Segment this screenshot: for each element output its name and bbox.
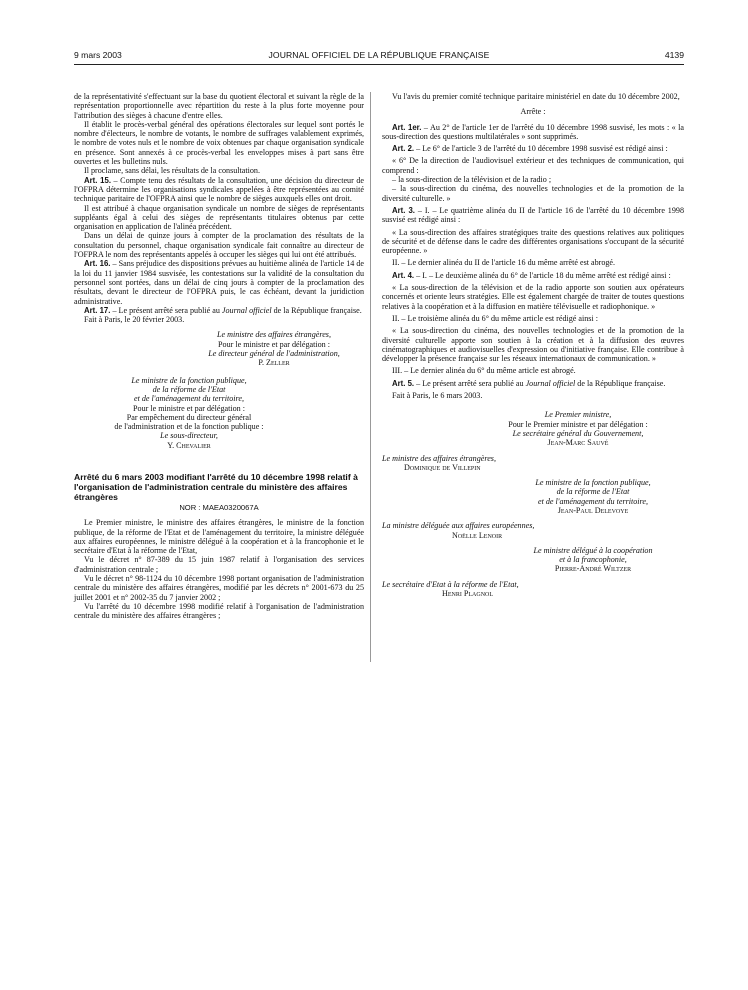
article-1: Art. 1er. – Au 2° de l'article 1er de l'arrêté du 10 décembre 1998 susvisé, les mots : « la sous-direction des questions multilatérales » sont supprimés. bbox=[382, 122, 684, 141]
paragraph: Dans un délai de quinze jours à compter de la proclamation des résultats de la consultation du personnel, chaque organisation syndicale fait connaître au directeur de l'OFPRA le nom des représentants appelés à occuper les sièges qui lui ont été attribués. bbox=[74, 231, 364, 260]
paragraph: II. – Le dernier alinéa du II de l'article 16 du même arrêté est abrogé. bbox=[392, 258, 616, 268]
signature-block-1: Le ministre des affaires étrangères, Pour le ministre et par délégation : Le directeur général de l'administration, P. Zeller bbox=[74, 330, 364, 367]
signature-reforme-etat: Le secrétaire d'Etat à la réforme de l'Etat, Henri Plagnol bbox=[382, 580, 602, 599]
arrete-heading: Arrête : bbox=[520, 107, 546, 117]
quote: « La sous-direction des affaires stratégiques traite des questions relatives aux politiques de sécurité et de défense dans le cadre des différentes organisations s'occupant de la sécurité européenne. » bbox=[382, 227, 684, 256]
column-divider bbox=[370, 92, 371, 662]
paragraph: Vu le décret n° 98-1124 du 10 décembre 1998 portant organisation de l'administration centrale du ministère des affaires étrangères, modifié par les décrets n° 2001-673 du 25 juillet 2001 et n° 2002-35 du 7 janvier 2002 ; bbox=[74, 574, 364, 602]
article-3: Art. 3. – I. – Le quatrième alinéa du II de l'article 16 de l'arrêté du 10 décembre 1998 susvisé est rédigé ainsi : bbox=[382, 205, 684, 225]
signature-cooperation: Le ministre délégué à la coopération et à la francophonie, Pierre-André Wiltzer bbox=[382, 546, 684, 574]
signatory-name: Jean-Paul Delevoye bbox=[557, 505, 629, 515]
paragraph: Vu le décret n° 87-389 du 15 juin 1987 relatif à l'organisation des services d'administration centrale ; bbox=[74, 555, 364, 574]
article-2: Art. 2. – Le 6° de l'article 3 de l'arrêté du 10 décembre 1998 susvisé est rédigé ainsi : bbox=[392, 144, 668, 154]
header-rule bbox=[74, 64, 684, 65]
article-label: Art. 2. bbox=[392, 144, 415, 154]
signature-premier-ministre: Le Premier ministre, Pour le Premier ministre et par délégation : Le secrétaire général du Gouvernement, Jean-Marc Sauvé bbox=[382, 410, 684, 447]
article-label: Art. 17. bbox=[84, 305, 111, 315]
article-15: Art. 15. – Compte tenu des résultats de la consultation, une décision du directeur de l'OFPRA détermine les organisations syndicales appelées à être représentées au comité technique paritaire de l'OFPRA ainsi que le nombre de sièges auxquels elles ont droit. bbox=[74, 175, 364, 204]
paragraph: III. – Le dernier alinéa du 6° du même article est abrogé. bbox=[392, 366, 576, 376]
date-line: Fait à Paris, le 20 février 2003. bbox=[84, 315, 185, 325]
paragraph: II. – Le troisième alinéa du 6° du même article est rédigé ainsi : bbox=[392, 313, 598, 323]
quote: « La sous-direction du cinéma, des nouvelles technologies et de la promotion de la diversité culturelle apporte son soutien à la création et à la diffusion des œuvres cinématographiques et audiovisuelles d'expression ou d'initiative française. Elle contribue à développer la présence française sur les réseaux internationaux de communication. » bbox=[382, 326, 684, 364]
article-label: Art. 3. bbox=[392, 205, 415, 215]
signature-affaires-europeennes: La ministre déléguée aux affaires européennes, Noëlle Lenoir bbox=[382, 521, 572, 540]
article-label: Art. 15. bbox=[84, 175, 111, 185]
article-4: Art. 4. – I. – Le deuxième alinéa du 6° de l'article 18 du même arrêté est rédigé ainsi : bbox=[392, 270, 671, 280]
article-5: Art. 5. – Le présent arrêté sera publié au Journal officiel de la République française. bbox=[392, 378, 666, 388]
quote: « La sous-direction de la télévision et de la radio apporte son soutien aux opérateurs concernés et oriente leurs stratégies. Elle est également chargée de traiter de toutes questions relatives à la coopération et à la diffusion en matière télévisuelle et radiophonique. » bbox=[382, 283, 684, 311]
article-17: Art. 17. – Le présent arrêté sera publié au Journal officiel de la République française. bbox=[84, 305, 362, 315]
quote: « 6° De la direction de l'audiovisuel extérieur et des techniques de communication, qui comprend : bbox=[382, 156, 684, 175]
article-16: Art. 16. – Sans préjudice des dispositions prévues au huitième alinéa de l'article 14 de la loi du 11 janvier 1984 susvisée, les contestations sur la validité de la consultation du personnel sont portées, dans un délai de cinq jours à compter de la proclamation des résultats, devant le directeur de l'OFPRA puis, le cas échéant, devant la juridiction administrative. bbox=[74, 259, 365, 306]
date-line: Fait à Paris, le 6 mars 2003. bbox=[392, 391, 483, 401]
journal-title: JOURNAL OFFICIEL DE LA RÉPUBLIQUE FRANÇAISE bbox=[268, 50, 490, 60]
paragraph: Vu l'avis du premier comité technique paritaire ministériel en date du 10 décembre 2002, bbox=[392, 92, 680, 101]
paragraph: Il est attribué à chaque organisation syndicale un nombre de sièges de représentants suppléants égal à celui des sièges de représentants titulaires obtenus par cette organisation en application de l'alinéa précédent. bbox=[74, 203, 364, 232]
quote: – la sous-direction de la télévision et de la radio ; bbox=[392, 175, 552, 185]
page-number: 4139 bbox=[664, 50, 684, 60]
arrete-title: Arrêté du 6 mars 2003 modifiant l'arrêté du 10 décembre 1998 relatif à l'organisation de l'administration centrale du ministère des affaires étrangères bbox=[74, 471, 358, 502]
signatory-name: Dominique de Villepin bbox=[404, 462, 481, 472]
paragraph: Il établit le procès-verbal général des opérations électorales sur lequel sont portés le nombre d'électeurs, le nombre de votants, le nombre de suffrages valablement exprimés, le nombre de votes nuls et le nombre de voix obtenues par chaque organisation syndicale en présence. Sont annexés à ce procès-verbal les enveloppes mises à part sans être ouvertes et les bulletins nuls. bbox=[74, 119, 364, 167]
signatory-name: Noëlle Lenoir bbox=[452, 530, 503, 540]
paragraph: Le Premier ministre, le ministre des affaires étrangères, le ministre de la fonction publique, de la réforme de l'Etat et de l'aménagement du territoire, la ministre déléguée aux affaires européennes, le ministre délégué à la coopération et à la francophonie et le secrétaire d'Etat à la réforme de l'Etat, bbox=[74, 518, 364, 556]
article-label: Art. 4. bbox=[392, 270, 415, 280]
signatory-name: Pierre-André Wiltzer bbox=[554, 564, 632, 574]
left-column bbox=[74, 92, 364, 621]
article-label: Art. 16. bbox=[84, 259, 111, 269]
paragraph: de la représentativité s'effectuant sur la base du quotient électoral et suivant la règle de la représentation proportionnelle avec répartition du reste à la plus forte moyenne pour l'attribution des sièges à chacune d'entre elles. bbox=[74, 92, 364, 120]
paragraph: Il proclame, sans délai, les résultats de la consultation. bbox=[84, 166, 260, 176]
nor-reference: NOR : MAEA0320067A bbox=[179, 502, 259, 512]
article-label: Art. 1er. bbox=[392, 122, 422, 132]
signatory-name: Y. Chevalier bbox=[167, 440, 211, 450]
signatory-name: P. Zeller bbox=[258, 358, 290, 368]
signatory-name: Jean-Marc Sauvé bbox=[547, 438, 609, 448]
page-header bbox=[74, 48, 684, 64]
header-date: 9 mars 2003 bbox=[74, 50, 122, 60]
paragraph: Vu l'arrêté du 10 décembre 1998 modifié relatif à l'organisation de l'administration centrale du ministère des affaires étrangères ; bbox=[74, 601, 364, 621]
signatory-name: Henri Plagnol bbox=[442, 589, 494, 599]
signature-affaires-etrangeres: Le ministre des affaires étrangères, Dominique de Villepin bbox=[382, 454, 562, 473]
signature-fonction-publique: Le ministre de la fonction publique, de la réforme de l'Etat et de l'aménagement du territoire, Jean-Paul Delevoye bbox=[382, 478, 684, 515]
right-column bbox=[382, 92, 684, 598]
quote: – la sous-direction du cinéma, des nouvelles technologies et de la promotion de la diversité culturelle. » bbox=[382, 184, 684, 203]
signature-block-2: Le ministre de la fonction publique, de la réforme de l'Etat et de l'aménagement du territoire, Pour le ministre et par délégation : Par empêchement du directeur général de l'administration et de la fonction publique : Le sous-directeur, Y. Chevalier bbox=[74, 376, 304, 450]
article-label: Art. 5. bbox=[392, 378, 415, 388]
